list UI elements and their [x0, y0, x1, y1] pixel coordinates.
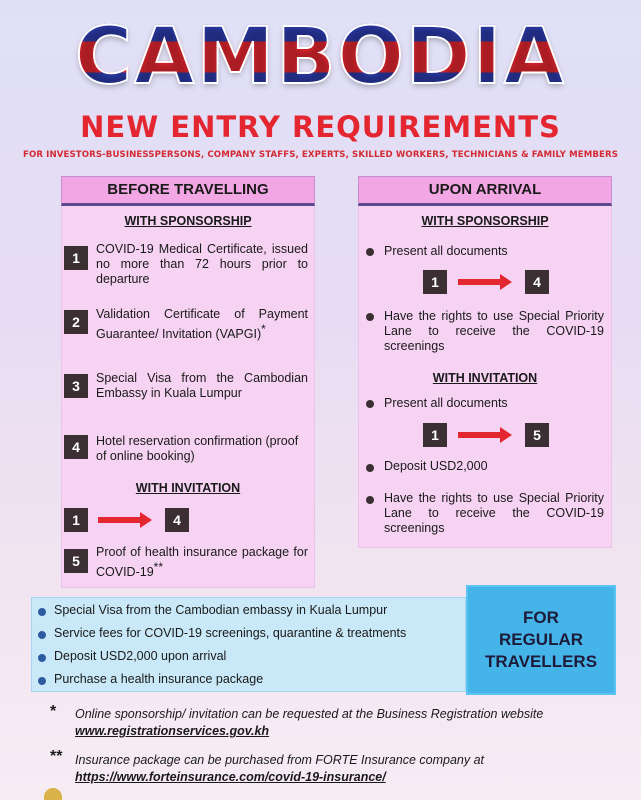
emblem-icon	[44, 788, 62, 800]
note-text: Online sponsorship/ invitation can be requested at the Business Registration website	[75, 707, 544, 721]
step-number: 5	[64, 549, 88, 573]
range-end-number: 4	[525, 270, 549, 294]
bullet-icon	[366, 496, 374, 504]
range-end-number: 4	[165, 508, 189, 532]
regular-item: Purchase a health insurance package	[54, 672, 264, 686]
before-item-text	[96, 307, 308, 342]
arrow-icon	[458, 432, 502, 438]
arrival-item-text: Present all documents	[384, 244, 508, 258]
before-item-text: Special Visa from the Cambodian Embassy in Kuala Lumpur	[96, 371, 308, 400]
asterisk-mark: *	[50, 703, 57, 720]
before-item-text: Hotel reservation confirmation (proof of online booking)	[96, 434, 299, 463]
bullet-icon	[38, 654, 46, 662]
page-title: CAMBODIA	[0, 18, 641, 96]
before-travelling-heading: BEFORE TRAVELLING	[61, 176, 315, 206]
registration-link[interactable]: www.registrationservices.gov.kh	[75, 724, 270, 738]
before-sponsorship-heading: WITH SPONSORSHIP	[124, 214, 252, 228]
sponsorship-note	[75, 706, 605, 740]
bullet-icon	[38, 608, 46, 616]
arrival-invitation-heading: WITH INVITATION	[432, 371, 538, 385]
range-start-number: 1	[64, 508, 88, 532]
step-number: 3	[64, 374, 88, 398]
page-subtitle: NEW ENTRY REQUIREMENTS	[80, 110, 561, 144]
regular-item: Deposit USD2,000 upon arrival	[54, 649, 227, 663]
insurance-link[interactable]: https://www.forteinsurance.com/covid-19-insurance/	[75, 770, 386, 784]
arrival-item-text: Have the rights to use Special Priority Lane to receive the COVID-19 screenings	[384, 309, 604, 353]
range-end-number: 5	[525, 423, 549, 447]
double-asterisk-mark: **	[50, 748, 63, 765]
before-item-text: COVID-19 Medical Certificate, issued no more than 72 hours prior to departure	[96, 242, 308, 286]
bullet-icon	[38, 631, 46, 639]
regular-requirements-panel	[31, 597, 466, 692]
bullet-icon	[366, 400, 374, 408]
before-item-text	[96, 545, 308, 580]
before-item-label: Validation Certificate of Payment Guarantee/ Invitation (VAPGI)	[96, 307, 308, 342]
upon-arrival-heading: UPON ARRIVAL	[358, 176, 612, 206]
bullet-icon	[366, 464, 374, 472]
bullet-icon	[366, 313, 374, 321]
arrival-sponsorship-heading: WITH SPONSORSHIP	[421, 214, 549, 228]
bullet-icon	[38, 677, 46, 685]
regular-label-line: TRAVELLERS	[484, 652, 598, 671]
range-start-number: 1	[423, 423, 447, 447]
regular-item: Special Visa from the Cambodian embassy in Kuala Lumpur	[54, 603, 388, 617]
step-number: 1	[64, 246, 88, 270]
regular-travellers-label	[466, 585, 616, 695]
range-start-number: 1	[423, 270, 447, 294]
step-number: 2	[64, 310, 88, 334]
audience-line: FOR INVESTORS-BUSINESSPERSONS, COMPANY STAFFS, EXPERTS, SKILLED WORKERS, TECHNICIANS & FAMILY MEMBERS	[22, 150, 619, 160]
arrow-icon	[98, 517, 142, 523]
step-number: 4	[64, 435, 88, 459]
before-item-label: Proof of health insurance package for COVID-19	[96, 545, 308, 580]
regular-item: Service fees for COVID-19 screenings, quarantine & treatments	[54, 626, 407, 640]
double-asterisk-mark: **	[153, 560, 163, 574]
regular-label-line: REGULAR	[498, 630, 584, 649]
arrow-icon	[458, 279, 502, 285]
arrival-item-text: Present all documents	[384, 396, 508, 410]
bullet-icon	[366, 248, 374, 256]
asterisk-mark: *	[261, 322, 266, 336]
arrival-item-text: Deposit USD2,000	[384, 459, 488, 473]
insurance-note	[75, 752, 605, 786]
before-invitation-heading: WITH INVITATION	[135, 481, 241, 495]
arrival-item-text: Have the rights to use Special Priority Lane to receive the COVID-19 screenings	[384, 491, 604, 535]
note-text: Insurance package can be purchased from FORTE Insurance company at	[75, 753, 485, 767]
regular-label-line: FOR	[523, 608, 559, 627]
